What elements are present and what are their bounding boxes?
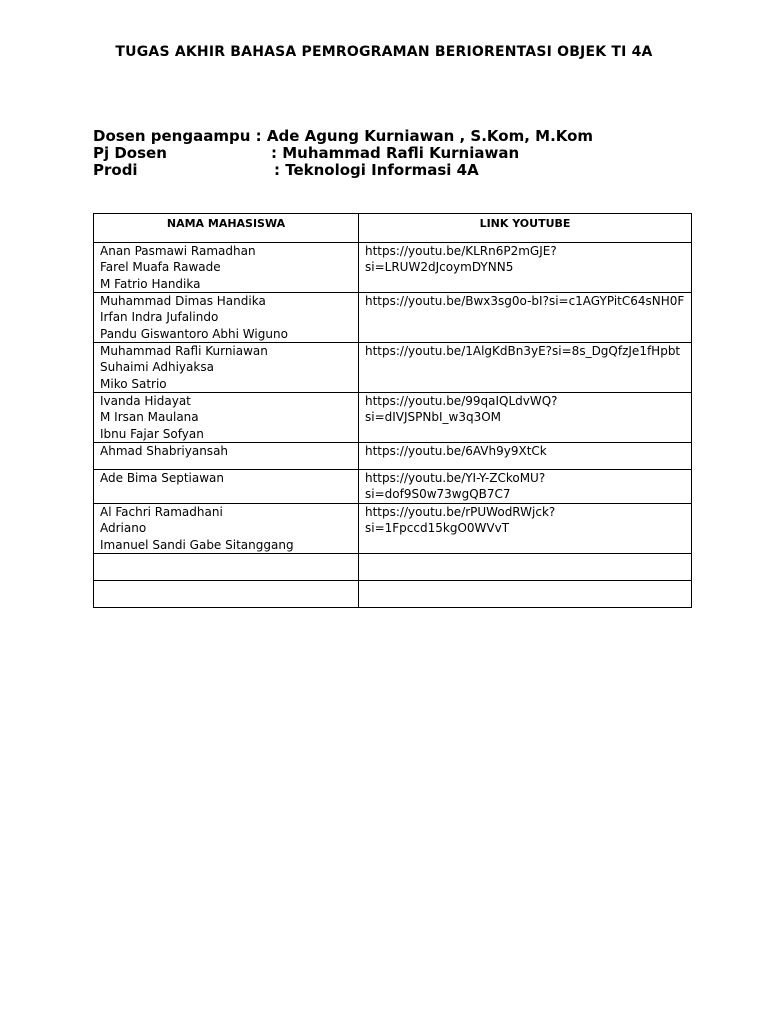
student-name: Muhammad Dimas Handika — [100, 294, 266, 308]
names-cell — [94, 243, 359, 293]
table-row — [94, 443, 692, 470]
youtube-link-line[interactable]: https://youtu.be/Bwx3sg0o-bI?si=c1AGYPitC64sNH0F — [365, 294, 685, 308]
youtube-link-line[interactable]: si=dIVJSPNbI_w3q3OM — [365, 410, 502, 425]
dosen-row — [93, 128, 593, 145]
student-name: Irfan Indra Jufalindo — [100, 310, 219, 325]
youtube-link-line[interactable]: si=dof9S0w73wgQB7C7 — [365, 487, 511, 502]
names-cell — [94, 393, 359, 443]
pj-value: : Muhammad Rafli Kurniawan — [271, 144, 520, 162]
header-link: LINK YOUTUBE — [359, 214, 692, 243]
student-name: Miko Satrio — [100, 376, 167, 391]
names-cell — [94, 470, 359, 504]
student-name: Al Fachri Ramadhani — [100, 505, 223, 519]
student-name: Ivanda Hidayat — [100, 394, 191, 408]
header-nama: NAMA MAHASISWA — [94, 214, 359, 243]
names-cell — [94, 443, 359, 470]
student-name: M Fatrio Handika — [100, 276, 201, 291]
table-row — [94, 343, 692, 393]
student-name: Adriano — [100, 521, 147, 536]
student-name: Ade Bima Septiawan — [100, 471, 225, 485]
table-row — [94, 470, 692, 504]
youtube-link-line[interactable]: https://youtu.be/YI-Y-ZCkoMU? — [365, 471, 546, 485]
names-cell — [94, 504, 359, 554]
youtube-link-cell[interactable] — [359, 343, 692, 393]
youtube-link-cell-empty — [359, 581, 692, 608]
youtube-link-cell[interactable] — [359, 504, 692, 554]
student-name: Muhammad Rafli Kurniawan — [100, 344, 268, 358]
names-cell-empty — [94, 581, 359, 608]
student-name: Suhaimi Adhiyaksa — [100, 360, 214, 375]
table-row-empty — [94, 554, 692, 581]
prodi-row — [93, 162, 593, 179]
youtube-link-line[interactable]: https://youtu.be/99qaIQLdvWQ? — [365, 394, 558, 408]
student-name: M Irsan Maulana — [100, 410, 199, 425]
youtube-link-line[interactable]: https://youtu.be/KLRn6P2mGJE? — [365, 244, 557, 258]
youtube-link-cell[interactable] — [359, 393, 692, 443]
youtube-link-line[interactable]: https://youtu.be/rPUWodRWjck? — [365, 505, 556, 519]
pj-row — [93, 145, 593, 162]
dosen-label: Dosen pengaampu — [93, 127, 251, 145]
youtube-link-cell[interactable] — [359, 470, 692, 504]
youtube-link-line[interactable]: si=LRUW2dJcoymDYNN5 — [365, 260, 514, 275]
student-name: Ahmad Shabriyansah — [100, 444, 229, 458]
youtube-link-cell-empty — [359, 554, 692, 581]
course-info — [93, 128, 593, 179]
names-cell-empty — [94, 554, 359, 581]
table-row — [94, 504, 692, 554]
pj-label: Pj Dosen — [93, 144, 167, 162]
table-row — [94, 393, 692, 443]
youtube-link-cell[interactable] — [359, 293, 692, 343]
table-header-row — [94, 214, 692, 243]
student-name: Imanuel Sandi Gabe Sitanggang — [100, 537, 294, 552]
prodi-label: Prodi — [93, 161, 138, 179]
student-name: Farel Muafa Rawade — [100, 260, 221, 275]
student-name: Ibnu Fajar Sofyan — [100, 426, 204, 441]
names-cell — [94, 293, 359, 343]
youtube-link-cell[interactable] — [359, 443, 692, 470]
student-links-table — [93, 213, 692, 608]
youtube-link-cell[interactable] — [359, 243, 692, 293]
student-name: Anan Pasmawi Ramadhan — [100, 244, 256, 258]
youtube-link-line[interactable]: si=1Fpccd15kgO0WVvT — [365, 521, 510, 536]
prodi-value: : Teknologi Informasi 4A — [274, 161, 479, 179]
youtube-link-line[interactable]: https://youtu.be/1AlgKdBn3yE?si=8s_DgQfzJe1fHpbt — [365, 344, 681, 358]
document-title: TUGAS AKHIR BAHASA PEMROGRAMAN BERIORENTASI OBJEK TI 4A — [115, 44, 653, 60]
table-row — [94, 243, 692, 293]
student-name: Pandu Giswantoro Abhi Wiguno — [100, 326, 288, 341]
youtube-link-line[interactable]: https://youtu.be/6AVh9y9XtCk — [365, 444, 547, 458]
dosen-value: : Ade Agung Kurniawan , S.Kom, M.Kom — [255, 127, 594, 145]
names-cell — [94, 343, 359, 393]
table-row — [94, 293, 692, 343]
table-row-empty — [94, 581, 692, 608]
